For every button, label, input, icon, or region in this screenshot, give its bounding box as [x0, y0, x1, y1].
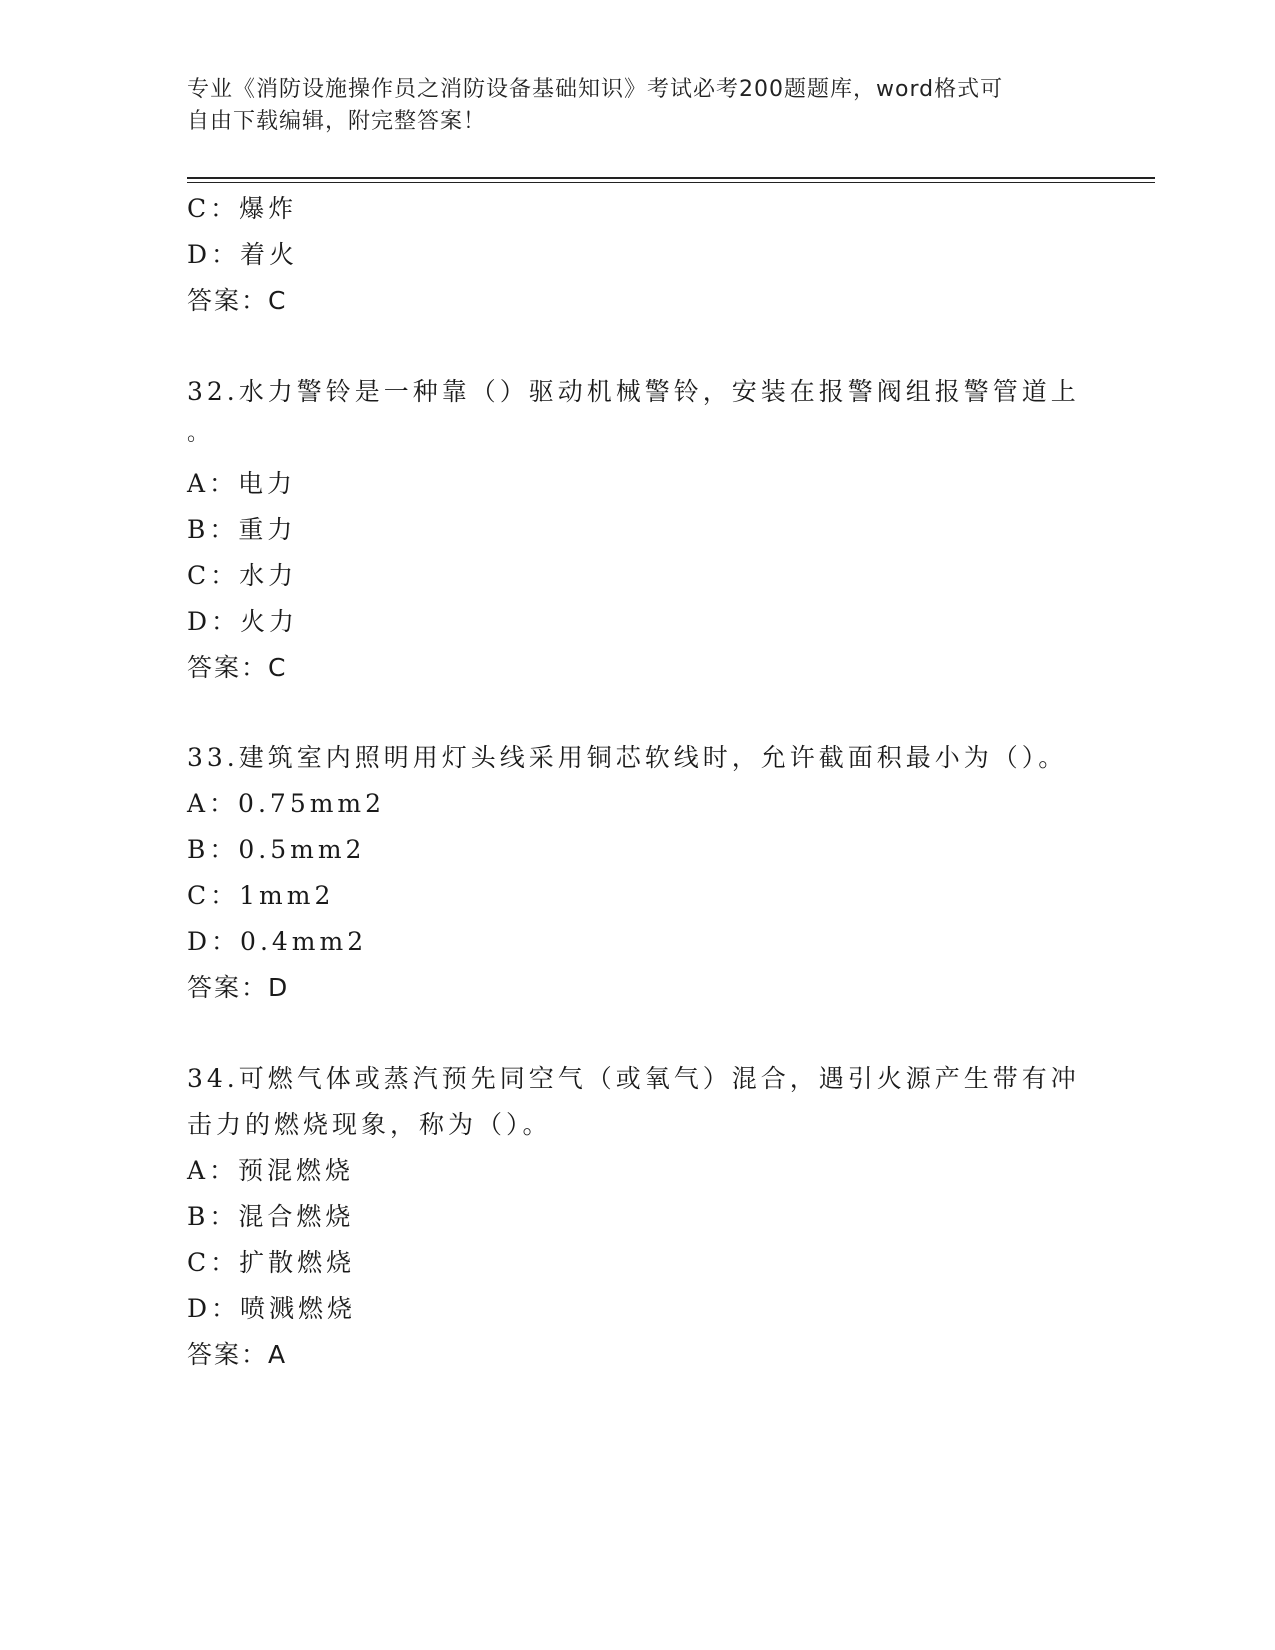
- question-33-stem: 33.建筑室内照明用灯头线采用铜芯软线时，允许截面积最小为（）。: [187, 743, 1068, 772]
- question-33-option-a: A：0.75mm2: [187, 789, 386, 818]
- question-33-option-c: C：1mm2: [187, 881, 335, 910]
- question-33-option-d: D：0.4mm2: [187, 927, 368, 956]
- question-32-stem-cont: 。: [187, 421, 214, 446]
- question-32-answer: 答案：C: [187, 653, 288, 682]
- document-header: [187, 74, 1067, 138]
- header-line-1: 专业《消防设施操作员之消防设备基础知识》考试必考200题题库，word格式可: [187, 77, 1004, 102]
- question-32-option-d: D：火力: [187, 607, 299, 636]
- option-c: C：爆炸: [187, 194, 298, 223]
- question-32-option-c: C：水力: [187, 561, 298, 590]
- question-34-answer: 答案：A: [187, 1340, 288, 1369]
- question-33-option-b: B：0.5mm2: [187, 835, 366, 864]
- question-34-option-d: D：喷溅燃烧: [187, 1294, 357, 1323]
- question-32-option-b: B：重力: [187, 515, 297, 544]
- header-divider-thin: [187, 182, 1155, 183]
- question-34-option-b: B：混合燃烧: [187, 1202, 355, 1231]
- header-divider-thick: [187, 177, 1155, 179]
- question-34-stem-cont: 击力的燃烧现象，称为（）。: [187, 1110, 552, 1139]
- option-d: D：着火: [187, 240, 299, 269]
- header-line-2: 自由下载编辑，附完整答案！: [187, 109, 487, 134]
- answer-line: 答案：C: [187, 286, 288, 315]
- question-34-option-a: A：预混燃烧: [187, 1156, 355, 1185]
- question-32-option-a: A：电力: [187, 469, 297, 498]
- question-32-stem: 32.水力警铃是一种靠（）驱动机械警铃，安装在报警阀组报警管道上: [187, 377, 1080, 406]
- question-33-answer: 答案：D: [187, 973, 290, 1002]
- question-34-option-c: C：扩散燃烧: [187, 1248, 356, 1277]
- question-34-stem: 34.可燃气体或蒸汽预先同空气（或氧气）混合，遇引火源产生带有冲: [187, 1064, 1080, 1093]
